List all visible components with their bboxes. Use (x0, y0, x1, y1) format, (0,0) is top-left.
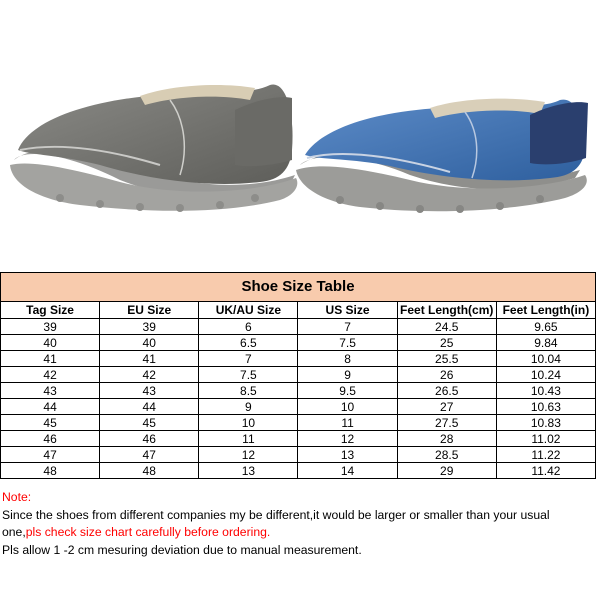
table-cell: 26.5 (397, 383, 496, 399)
table-cell: 29 (397, 463, 496, 479)
table-cell: 7.5 (199, 367, 298, 383)
table-cell: 11.22 (496, 447, 595, 463)
table-cell: 6 (199, 319, 298, 335)
table-cell: 41 (100, 351, 199, 367)
table-cell: 47 (1, 447, 100, 463)
table-header-row (1, 302, 596, 319)
table-cell: 27.5 (397, 415, 496, 431)
table-cell: 25.5 (397, 351, 496, 367)
table-cell: 46 (1, 431, 100, 447)
table-cell: 47 (100, 447, 199, 463)
table-cell: 8.5 (199, 383, 298, 399)
table-cell: 28 (397, 431, 496, 447)
table-cell: 48 (100, 463, 199, 479)
column-header: EU Size (100, 302, 199, 319)
table-cell: 10 (199, 415, 298, 431)
note-line-1: Since the shoes from different companies my be different,it would be larger or smaller than your usual (2, 507, 550, 522)
table-cell: 13 (298, 447, 397, 463)
table-cell: 9 (298, 367, 397, 383)
table-row (1, 415, 596, 431)
table-cell: 9.84 (496, 335, 595, 351)
table-cell: 12 (298, 431, 397, 447)
table-cell: 7.5 (298, 335, 397, 351)
table-cell: 9.65 (496, 319, 595, 335)
table-cell: 46 (100, 431, 199, 447)
table-cell: 43 (100, 383, 199, 399)
table-title: Shoe Size Table (1, 273, 596, 302)
table-cell: 10.63 (496, 399, 595, 415)
table-cell: 28.5 (397, 447, 496, 463)
table-cell: 10.04 (496, 351, 595, 367)
column-header: UK/AU Size (199, 302, 298, 319)
table-cell: 27 (397, 399, 496, 415)
table-cell: 39 (1, 319, 100, 335)
table-body (1, 319, 596, 479)
table-cell: 12 (199, 447, 298, 463)
table-cell: 8 (298, 351, 397, 367)
table-row (1, 383, 596, 399)
table-cell: 7 (298, 319, 397, 335)
table-cell: 25 (397, 335, 496, 351)
table-row (1, 399, 596, 415)
table-row (1, 447, 596, 463)
table-cell: 9.5 (298, 383, 397, 399)
table-cell: 24.5 (397, 319, 496, 335)
table-row (1, 431, 596, 447)
table-cell: 10.43 (496, 383, 595, 399)
table-row (1, 463, 596, 479)
table-cell: 45 (1, 415, 100, 431)
table-cell: 44 (1, 399, 100, 415)
table-cell: 11 (199, 431, 298, 447)
table-cell: 40 (1, 335, 100, 351)
table-cell: 10 (298, 399, 397, 415)
table-cell: 26 (397, 367, 496, 383)
table-row (1, 319, 596, 335)
table-cell: 7 (199, 351, 298, 367)
blue-shoe (296, 99, 588, 213)
size-table-container (0, 272, 596, 479)
shoe-size-table (0, 272, 596, 479)
table-cell: 14 (298, 463, 397, 479)
note-block (2, 489, 596, 559)
column-header: Tag Size (1, 302, 100, 319)
note-line-3: Pls allow 1 -2 cm mesuring deviation due to manual measurement. (2, 542, 362, 557)
table-cell: 45 (100, 415, 199, 431)
column-header: Feet Length(cm) (397, 302, 496, 319)
product-photo (0, 0, 600, 270)
table-row (1, 367, 596, 383)
table-cell: 11 (298, 415, 397, 431)
table-cell: 6.5 (199, 335, 298, 351)
table-cell: 41 (1, 351, 100, 367)
table-cell: 42 (1, 367, 100, 383)
table-cell: 44 (100, 399, 199, 415)
column-header: Feet Length(in) (496, 302, 595, 319)
table-cell: 11.42 (496, 463, 595, 479)
table-cell: 39 (100, 319, 199, 335)
note-line-2-warning: pls check size chart carefully before ordering. (25, 525, 271, 539)
note-label: Note: (2, 490, 32, 504)
table-cell: 10.83 (496, 415, 595, 431)
table-cell: 13 (199, 463, 298, 479)
table-row (1, 351, 596, 367)
table-cell: 9 (199, 399, 298, 415)
table-title-row (1, 273, 596, 302)
table-cell: 11.02 (496, 431, 595, 447)
table-cell: 40 (100, 335, 199, 351)
table-cell: 48 (1, 463, 100, 479)
table-row (1, 335, 596, 351)
shoes-image (0, 0, 600, 270)
column-header: US Size (298, 302, 397, 319)
note-line-2-start: one, (2, 525, 26, 539)
grey-shoe (10, 84, 297, 212)
table-cell: 10.24 (496, 367, 595, 383)
table-cell: 43 (1, 383, 100, 399)
table-cell: 42 (100, 367, 199, 383)
